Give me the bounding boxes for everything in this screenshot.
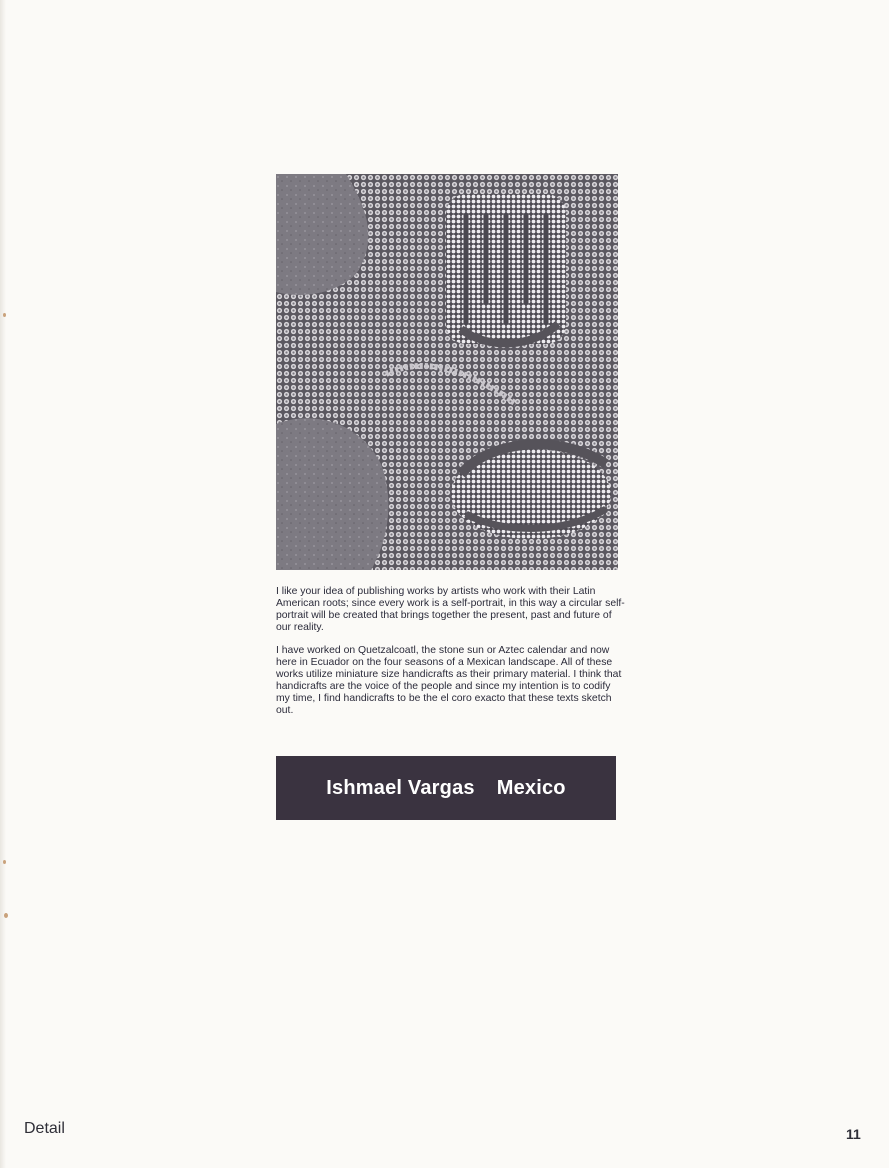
beaded-aztec-pattern-image [276, 174, 618, 570]
page-edge [0, 0, 6, 1168]
artwork-photo [276, 174, 618, 570]
image-caption: Detail [24, 1120, 65, 1137]
paper-speck [3, 313, 6, 317]
artist-statement [276, 586, 626, 728]
statement-paragraph-1: I like your idea of publishing works by artists who work with their Latin American roots; since every work is a self-portrait, in this way a circular self-portrait will be created that brings together the present, past and future of our reality. [276, 586, 625, 633]
artist-title-bar [276, 756, 616, 820]
paper-speck [3, 860, 6, 864]
paper-speck [4, 913, 8, 918]
artist-name: Ishmael Vargas [326, 776, 475, 799]
artist-country: Mexico [496, 776, 566, 799]
statement-paragraph-2: I have worked on Quetzalcoatl, the stone sun or Aztec calendar and now here in Ecuador on the four seasons of a Mexican landscape. All of these works utilize miniature size handicrafts as their primary material. I think that handicrafts are the voice of the people and since my intention is to codify my time, I find handicrafts to be the el coro exacto that these texts sketch out. [276, 645, 622, 716]
page-number: 11 [846, 1126, 861, 1142]
